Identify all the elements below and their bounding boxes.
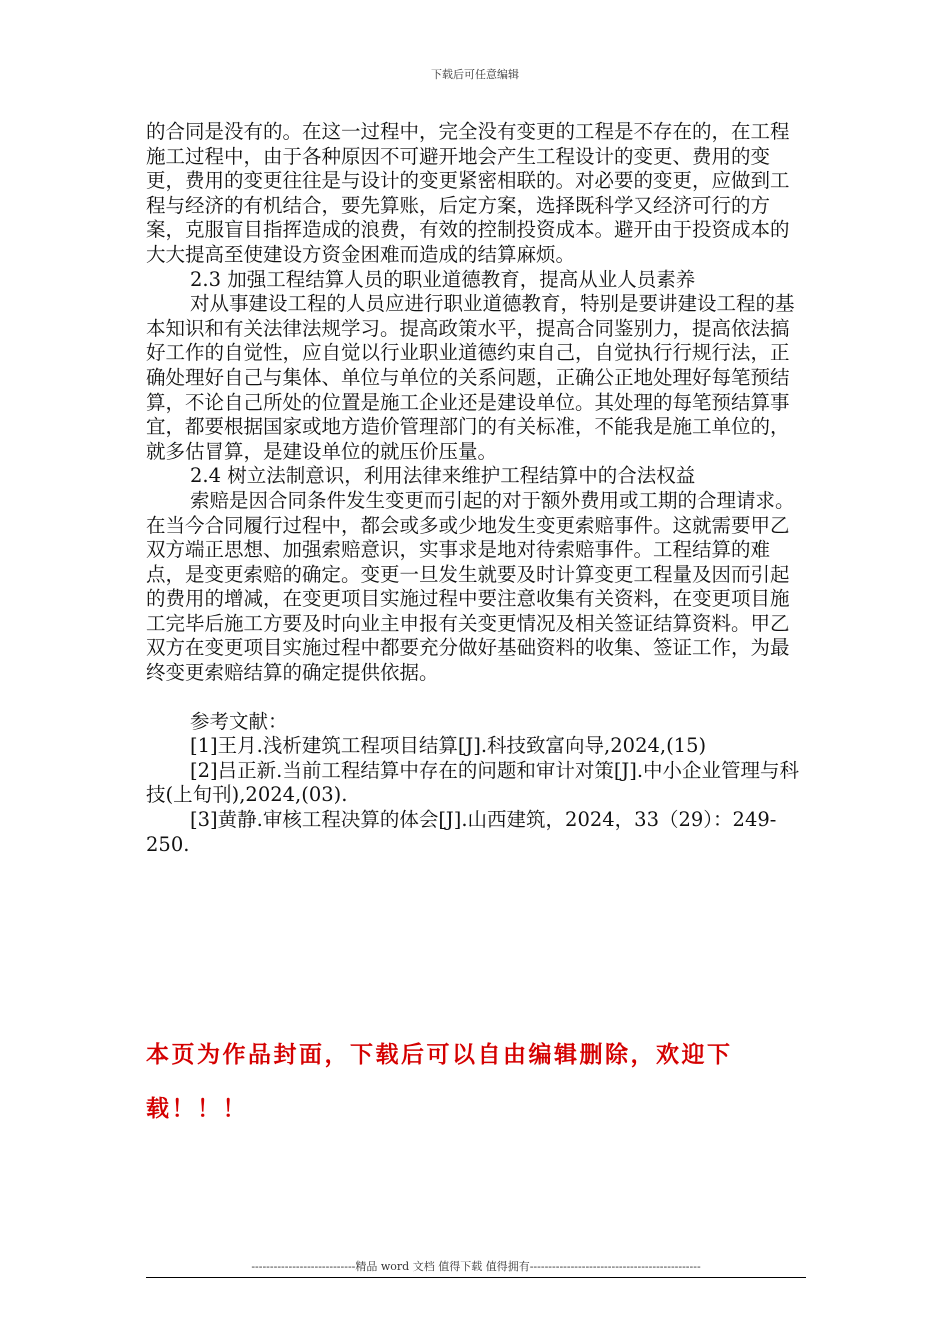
reference-item-1: [1]王月.浅析建筑工程项目结算[J].科技致富向导,2024,(15)	[190, 734, 707, 758]
footer-line: ----------------------------精品 word 文档 值得下载 值得拥有----------------------------------------------	[146, 1258, 806, 1278]
body-paragraph-claims: 索赔是因合同条件发生变更而引起的对于额外费用或工期的合理请求。在当今合同履行过程中，都会或多或少地发生变更索赔事件。这就需要甲乙双方端正思想、加强索赔意识，实事求是地对待索赔事件。工程结算的难点，是变更索赔的确定。变更一旦发生就要及时计算变更工程量及因而引起的费用的增减，在变更项目实施过程中要注意收集有关资料，在变更项目施工完毕后施工方要及时向业主申报有关变更情况及相关签证结算资料。甲乙双方在变更项目实施过程中都要充分做好基础资料的收集、签证工作，为最终变更索赔结算的确定提供依据。	[146, 488, 795, 685]
references-title: 参考文献：	[190, 709, 288, 733]
header-note: 下载后可任意编辑	[431, 68, 519, 81]
section-heading-2-3: 2.3 加强工程结算人员的职业道德教育，提高从业人员素养	[190, 267, 696, 291]
body-paragraph-continuation: 的合同是没有的。在这一过程中，完全没有变更的工程是不存在的，在工程施工过程中，由于各种原因不可避开地会产生工程设计的变更、费用的变更，费用的变更往往是与设计的变更紧密相联的。对必要的变更，应做到工程与经济的有机结合，要先算账，后定方案，选择既科学又经济可行的方案，克服盲目指挥造成的浪费，有效的控制投资成本。避开由于投资成本的大大提高至使建设方资金困难而造成的结算麻烦。	[146, 120, 790, 266]
spacer	[146, 686, 806, 710]
reference-item-2: [2]吕正新.当前工程结算中存在的问题和审计对策[J].中小企业管理与科技(上旬刊),2024,(03).	[146, 758, 800, 807]
promo-notice: 本页为作品封面，下载后可以自由编辑删除，欢迎下载！！！	[146, 1042, 733, 1122]
body-paragraph-ethics: 对从事建设工程的人员应进行职业道德教育，特别是要讲建设工程的基本知识和有关法律法规学习。提高政策水平，提高合同鉴别力，提高依法搞好工作的自觉性，应自觉以行业职业道德约束自己，自觉执行行规行法，正确处理好自己与集体、单位与单位的关系问题，正确公正地处理好每笔预结算，不论自己所处的位置是施工企业还是建设单位。其处理的每笔预结算事宜，都要根据国家或地方造价管理部门的有关标准，不能我是施工单位的，就多估冒算，是建设单位的就压价压量。	[146, 292, 795, 463]
section-heading-2-4: 2.4 树立法制意识，利用法律来维护工程结算中的合法权益	[190, 464, 696, 488]
document-body	[146, 120, 806, 857]
reference-item-3: [3]黄静.审核工程决算的体会[J].山西建筑，2024，33（29）：249-250.	[146, 808, 777, 856]
